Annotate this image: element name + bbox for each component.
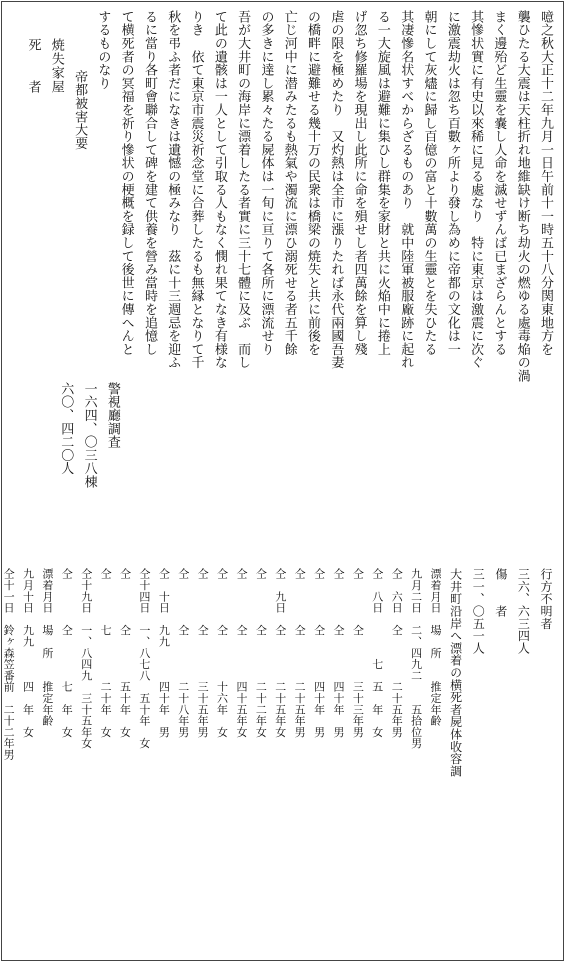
victim-row: 仝十四日 一、八七八 五十年 女 [137, 568, 151, 749]
victim-row: 仝 仝 四十年 男 [331, 568, 345, 738]
victims-title: 大井町沿岸へ漂着の横死者屍体收容調 [448, 568, 463, 778]
victim-row: 仝 仝 二十二年女 [254, 568, 268, 738]
inscription-line: 噫之秋大正十二年九月一日午前十一時五十八分関東地方を [538, 10, 553, 356]
inscription-line: 襲ひたる大震は天柱折れ地維缺け断ち劫火の燃ゆる處毒焔の渦 [514, 10, 530, 383]
victims-rows [0, 568, 445, 953]
stats-source: 警視廳調査 [104, 382, 120, 449]
victim-row: 仝十一日 鈴ヶ森笠番前 二十二年男 [2, 568, 16, 761]
stats-extra: 行方不明者 [539, 568, 553, 630]
stats-extra-value: 三一、〇五一人 [471, 568, 486, 655]
victim-row: 仝 十日 九九 四十年 男 [157, 568, 171, 738]
stats-values [54, 382, 124, 558]
victim-row: 漂着月日 場 所 推定年齢 [40, 568, 54, 727]
inscription-line: 其慘状實に有史以來稀に見る處なり 特に東京は激震に次ぐ [468, 10, 484, 370]
inscription-line: に激震劫火は忽ち百數ヶ所より發し為めに帝都の文化は一 [444, 10, 460, 356]
inscription-line: の橋畔に避難せる幾十万の民衆は橋梁の焼失と共に前後を [305, 10, 321, 356]
inscription-line: 其凄慘名状すべからざるものあり 就中陸軍被服廠跡に起れ [398, 10, 414, 370]
inscription-line: 虐の限を極めたり 又灼熱は全市に漲りたれば永代兩國吾妻 [328, 10, 344, 370]
inscription-line: 亡じ河中に潜みたるも熱氣や濁流に漂ひ溺死せる者五千餘 [281, 10, 297, 356]
victim-row: 九月十日 九九 四 年 女 [21, 568, 35, 738]
victim-row: 仝 仝 四十年 男 [312, 568, 326, 738]
victim-row: 仝 仝 五十年 女 [118, 568, 132, 738]
victims-table [444, 568, 557, 953]
stats-extra-value: 三六、六三四人 [516, 568, 531, 655]
stats-label: 焼失家屋 [48, 38, 64, 94]
inscription-line: る一大旋風は避難に集ひし群集を家財と共に火焔中に捲上 [374, 10, 390, 356]
inscription-line: りき 依て東京市震災祈念堂に合葬したるも無縁となりて千 [188, 10, 204, 370]
inscription-line: るに當り各町會聯合して碑を建て供養を營み當時を追憶し [141, 10, 157, 356]
victim-row: 仝 九日 仝 二十五年女 [273, 568, 287, 738]
victim-row: 仝 仝 四十五年女 [234, 568, 248, 738]
victim-row: 仝 仝 三十五年男 [196, 568, 210, 738]
stats-value: 一六四、〇三八棟 [81, 382, 97, 489]
victim-row: 仝 仝 二十五年男 [293, 568, 307, 738]
stats-label: 死 者 [25, 38, 41, 94]
inscription-line: げ忽ち修羅場を現出し此所に命を殞せし者四萬餘を算し殘 [351, 10, 367, 356]
victim-row: 仝 仝 七 年 女 [60, 568, 74, 738]
memorial-document [1, 1, 564, 961]
victim-row: 漂着月日 場 所 推定年齢 [429, 568, 442, 727]
victim-row: 仝十九日 一、八四九 三十五年女 [79, 568, 93, 749]
inscription-line: 秋を弔ふ者だになきは遺憾の極みなり 茲に十三週忌を迎ふ [165, 10, 181, 370]
inscription-line: 吾が大井町の海岸に漂着したる者實に三十七體に及ぶ 而し [235, 10, 251, 370]
inscription-line: て此の遺骸は一人として引取る人もなく憫れ果てなき有様な [211, 10, 227, 370]
stats-value: 六〇、四二〇人 [58, 382, 74, 476]
inscription-line: 朝にして灰燼に歸し百億の富と十數萬の生靈とを失ひたる [421, 10, 437, 356]
victim-row: 仝 八日 七 五 年 女 [370, 568, 384, 738]
inscription-line: て横死者の冥福を祈り慘状の梗概を録して後世に傳へんと [118, 10, 134, 356]
victim-row: 仝 仝 十六年 女 [215, 568, 229, 738]
inscription-line: の多きに達し累々たる屍体は一旬に亘りて各所に漂流せり [258, 10, 274, 356]
stats-title: 帝都被害大要 [72, 70, 88, 150]
victim-row: 仝 六日 仝 二十五年男 [390, 568, 404, 738]
stats-extra: 傷 者 [493, 568, 508, 618]
victim-row: 仝 七 二十年 女 [99, 568, 113, 738]
victim-row: 九月二日 二、四九二 五拾位男 [409, 568, 423, 749]
victim-row: 仝 仝 三十三年男 [351, 568, 365, 738]
inscription-line: まく邊殆ど生靈を嚢し人命を滅せずんば已まざらんとする [491, 10, 507, 356]
inscription-line: するものなり [95, 10, 111, 90]
victim-row: 仝 仝 二十八年男 [176, 568, 190, 738]
